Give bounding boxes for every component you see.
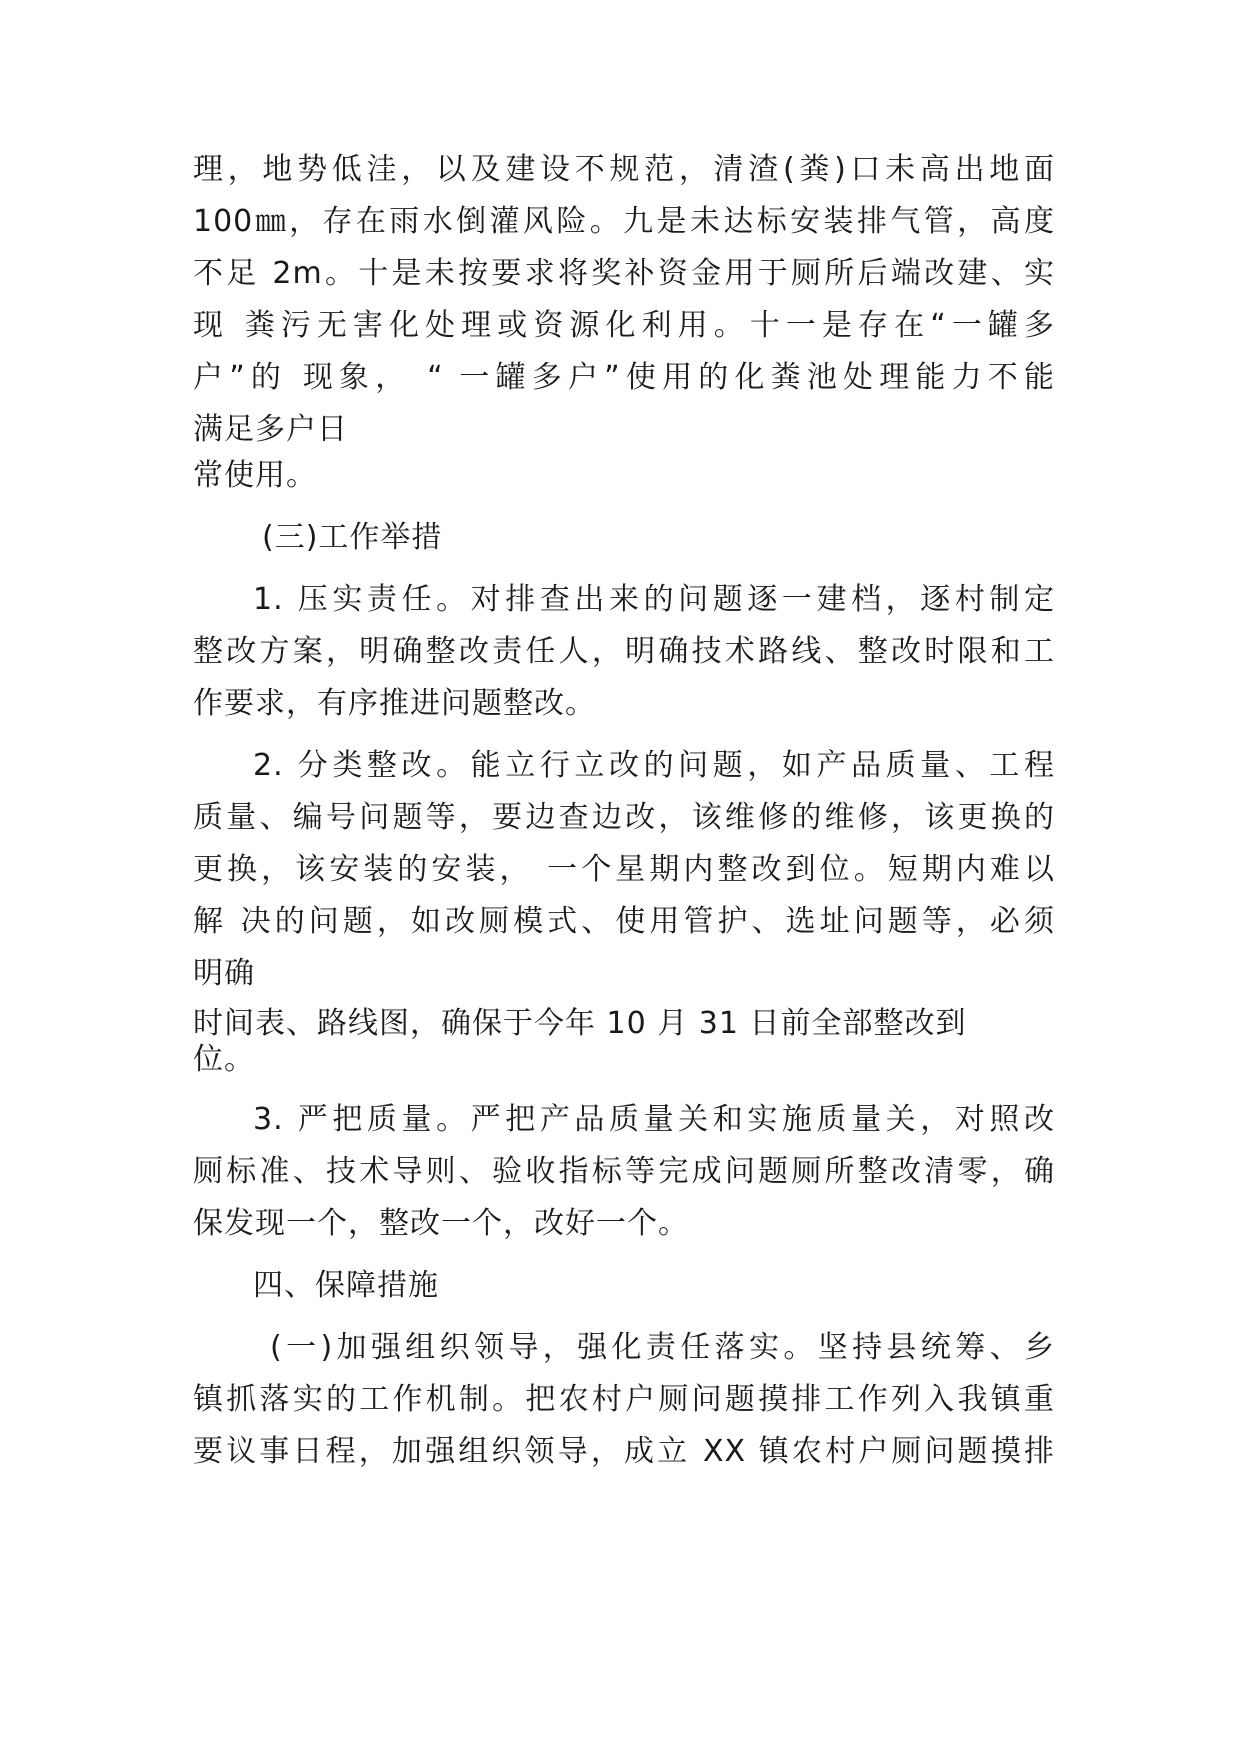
section-heading: (三)工作举措 bbox=[262, 520, 443, 555]
text-line: 理，地势低洼，以及建设不规范，清渣(粪)口未高出地面 bbox=[193, 152, 1055, 187]
text-line: 100㎜，存在雨水倒灌风险。九是未达标安装排气管，高度 bbox=[193, 204, 1055, 239]
text-line: 3. 严把质量。严把产品质量关和实施质量关，对照改 bbox=[253, 1102, 1055, 1137]
text-line: 镇抓落实的工作机制。把农村户厕问题摸排工作列入我镇重 bbox=[193, 1382, 1055, 1417]
text-line: 现 粪污无害化处理或资源化利用。十一是存在“一罐多 bbox=[193, 308, 1055, 343]
text-line: 常使用。 bbox=[193, 458, 317, 493]
text-line: 明确 bbox=[193, 956, 255, 991]
text-line: 作要求，有序推进问题整改。 bbox=[193, 686, 596, 721]
text-line: 满足多户日 bbox=[193, 412, 348, 447]
text-line: 解 决的问题，如改厕模式、使用管护、选址问题等，必须 bbox=[193, 904, 1055, 939]
text-line: 2. 分类整改。能立行立改的问题，如产品质量、工程 bbox=[253, 748, 1055, 783]
text-line: 保发现一个，整改一个，改好一个。 bbox=[193, 1206, 689, 1241]
text-line: 要议事日程，加强组织领导，成立 XX 镇农村户厕问题摸排 bbox=[193, 1434, 1055, 1469]
text-line: 质量、编号问题等，要边查边改，该维修的维修，该更换的 bbox=[193, 800, 1055, 835]
text-line: (一)加强组织领导，强化责任落实。坚持县统筹、乡 bbox=[270, 1330, 1055, 1365]
text-line: 位。 bbox=[193, 1042, 255, 1077]
text-line: 户”的 现象， “ 一罐多户”使用的化粪池处理能力不能 bbox=[193, 360, 1055, 395]
text-line: 1. 压实责任。对排查出来的问题逐一建档，逐村制定 bbox=[253, 582, 1055, 617]
text-line: 更换，该安装的安装， 一个星期内整改到位。短期内难以 bbox=[193, 852, 1055, 887]
text-line: 不足 2m。十是未按要求将奖补资金用于厕所后端改建、实 bbox=[193, 256, 1055, 291]
text-line: 厕标准、技术导则、验收指标等完成问题厕所整改清零，确 bbox=[193, 1154, 1055, 1189]
section-heading: 四、保障措施 bbox=[253, 1268, 439, 1303]
text-line: 整改方案，明确整改责任人，明确技术路线、整改时限和工 bbox=[193, 634, 1055, 669]
text-line: 时间表、路线图，确保于今年 10 月 31 日前全部整改到 bbox=[193, 1006, 967, 1041]
